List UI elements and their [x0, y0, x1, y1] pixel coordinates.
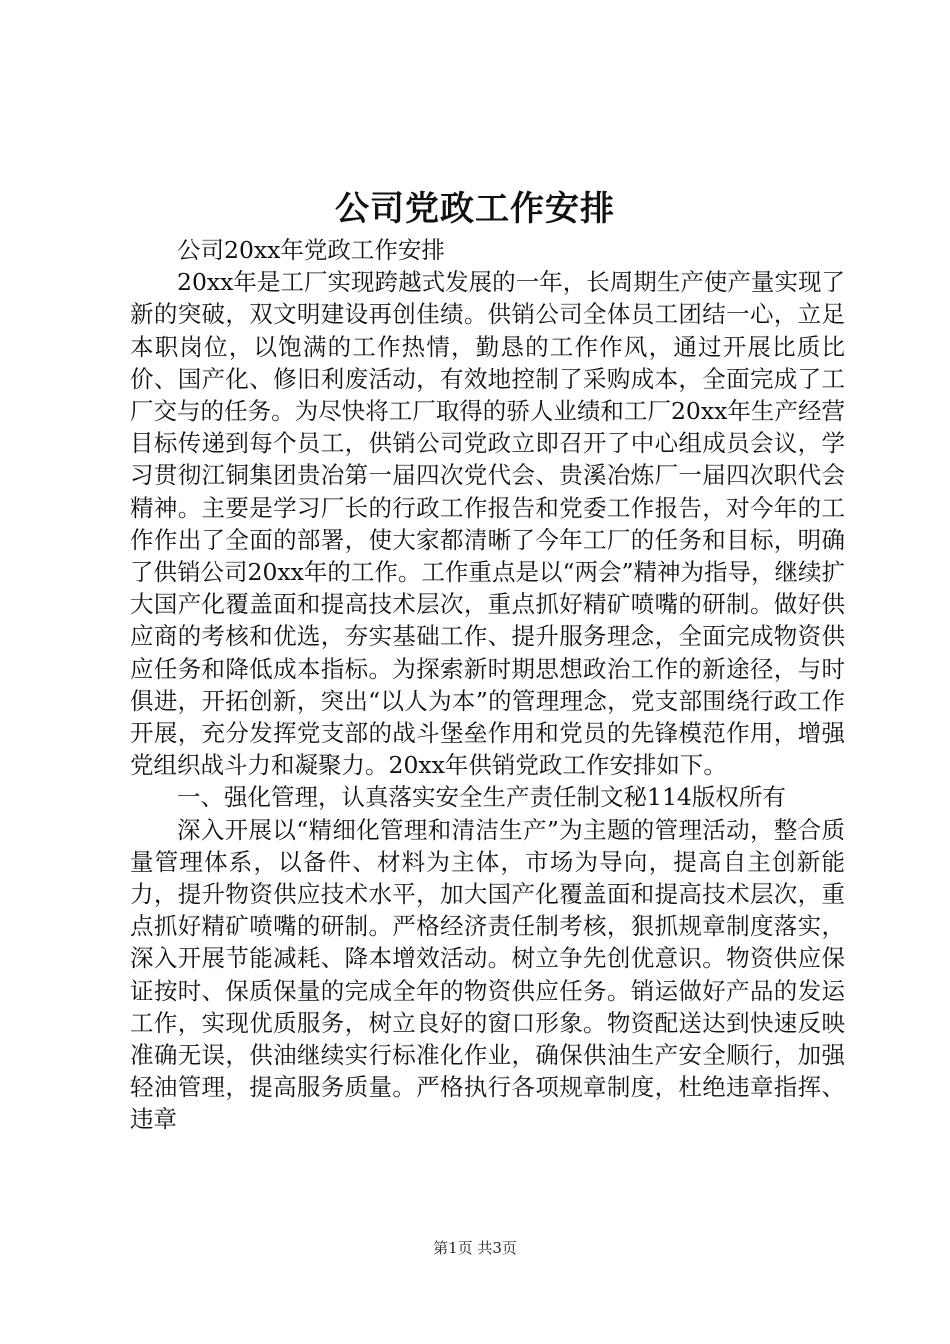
section-heading-1: 一、强化管理，认真落实安全生产责任制文秘114版权所有: [177, 783, 786, 812]
document-title: 公司党政工作安排: [335, 189, 615, 229]
body-paragraph-section-1: 深入开展以“精细化管理和清洁生产”为主题的管理活动，整合质量管理体系，以备件、材料为主体，市场为导向，提高自主创新能力，提升物资供应技术水平，加大国产化覆盖面和提高技术层次，重点抓好精矿喷嘴的研制。严格经济责任制考核，狠抓规章制度落实，深入开展节能减耗、降本增效活动。树立争先创优意识。物资供应保证按时、保质保量的完成全年的物资供应任务。销运做好产品的发运工作，实现优质服务，树立良好的窗口形象。物资配送达到快速反映准确无误，供油继续实行标准化作业，确保供油生产安全顺行，加强轻油管理，提高服务质量。严格执行各项规章制度，杜绝违章指挥、违章: [130, 815, 845, 1134]
document-body: [130, 234, 845, 1136]
subtitle-paragraph: 公司20xx年党政工作安排: [177, 236, 445, 264]
body-paragraph-intro: 20xx年是工厂实现跨越式发展的一年，长周期生产使产量实现了新的突破，双文明建设再创佳绩。供销公司全体员工团结一心，立足本职岗位，以饱满的工作热情，勤恳的工作作风，通过开展比质比价、国产化、修旧利废活动，有效地控制了采购成本，全面完成了工厂交与的任务。为尽快将工厂取得的骄人业绩和工厂20xx年生产经营目标传递到每个员工，供销公司党政立即召开了中心组成员会议，学习贯彻江铜集团贵冶第一届四次党代会、贵溪冶炼厂一届四次职代会精神。主要是学习厂长的行政工作报告和党委工作报告，对今年的工作作出了全面的部署，使大家都清晰了今年工厂的任务和目标，明确了供销公司20xx年的工作。工作重点是以“两会”精神为指导，继续扩大国产化覆盖面和提高技术层次，重点抓好精矿喷嘴的研制。做好供应商的考核和优选，夯实基础工作、提升服务理念，全面完成物资供应任务和降低成本指标。为探索新时期思想政治工作的新途径，与时俱进，开拓创新，突出“以人为本”的管理理念，党支部围绕行政工作开展，充分发挥党支部的战斗堡垒作用和党员的先锋模范作用，增强党组织战斗力和凝聚力。20xx年供销党政工作安排如下。: [130, 268, 845, 780]
page-number-footer: 第1页 共3页: [433, 1239, 517, 1257]
